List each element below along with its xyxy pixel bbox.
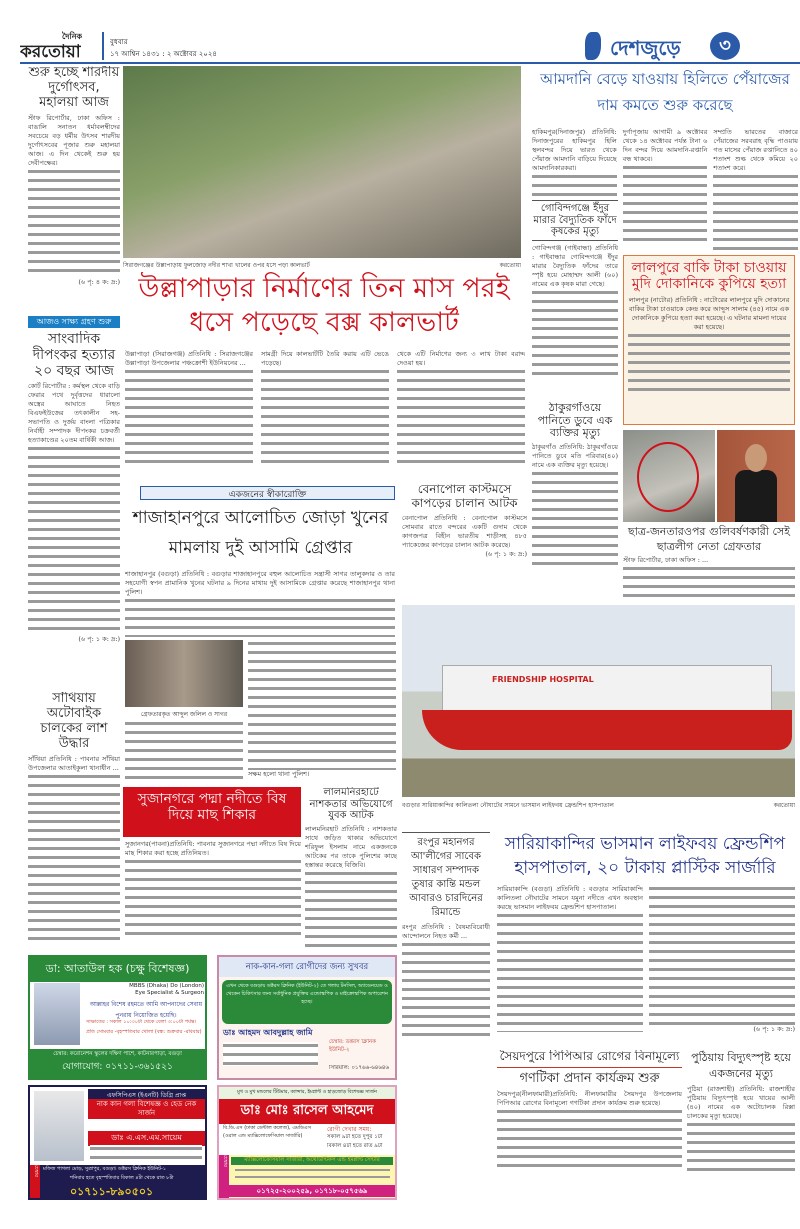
lead-body-col3: থেকে এটি নির্মাণের জন্য ৩ লাখ টাকা বরাদ্দ দেওয়া হয়। [397, 350, 525, 367]
ad-title: ডা: আতাউল হক (চক্ষু বিশেষজ্ঞ) [30, 957, 205, 982]
article-body: রংপুর প্রতিনিধি : বৈষম্যবিরোধী আন্দোলনে নিহত কর্মী ... [402, 923, 490, 940]
ad-label: চেম্বার [219, 1155, 229, 1198]
ad-phone: যোগাযোগ: ০১৭১১-৩৬১৫২১ [62, 1062, 173, 1072]
header-date: ১৭ আশ্বিন ১৪৩১ : ২ অক্টোবর ২০২৪ [110, 50, 217, 58]
article-lalmonirhat [305, 787, 397, 947]
onion-col1: হাকিমপুর(দিনাজপুর) প্রতিনিধি: দিনাজপুরের হাকিমপুর হিলি স্থলবন্দর দিয়ে ভারত থেকে পেঁয়াজ আমদানি বাড়িয়ে দিয়েছে আমদানিকারকরা। [532, 128, 617, 172]
body-text-lines [623, 164, 708, 244]
ad-rasel-ahmed[interactable] [217, 1085, 397, 1200]
ad-center: ম্যাক্সিলোফেসিয়াল সার্জারী, অর্থোডন্টিকস এন্ড ইমপ্লান্ট সেন্টার [231, 1157, 393, 1165]
ad-text-lines [90, 1145, 202, 1163]
body-text-lines [713, 173, 798, 252]
article-body: লালমনিরহাট প্রতিনিধি : নাশকতার সাথে জড়িত থাকার অভিযোগে শরিফুল ইসলাম নামে একজনকে আটকের পর তাকে পুলিশের কাছে হস্তান্তর করেছে বিজিবি। [305, 824, 397, 869]
headline: ঠাকুরগাঁওয়ে পানিতে ডুবে এক ব্যক্তির মৃত্যু [537, 402, 613, 440]
ad-top: মুখ ও মুখ মন্ডলের টিউমার, ক্যান্সার, ইমপ্লান্ট ও হাড়জোড় বিশেষজ্ঞ সার্জন [219, 1087, 395, 1099]
article-gobindaganj [532, 200, 618, 400]
headline-bottom: গণটিকা প্রদান কার্যক্রম শুরু [519, 1070, 660, 1086]
ad-address: মফিজ পাগলা মোড়, সুত্রাপুর, বগুড়া। ডক্টরস ক্লিনিক ইউনিট-১ [43, 1166, 167, 1172]
article-body: পুঠিয়া (রাজশাহী) প্রতিনিধি: রাজশাহীর পুঠিয়ায় বিদ্যুৎস্পৃষ্ট হয়ে খায়ের আলী (৪০) নামের এক অটোচালক রিক্সা চালকের মৃত্যু হয়েছে। [687, 1085, 795, 1120]
ad-sayem[interactable] [28, 1085, 207, 1200]
body-text-lines [623, 565, 795, 601]
header-divider [102, 32, 104, 60]
kicker-label: একজনের স্বীকারোক্তি [140, 486, 395, 500]
jump-ref: (৬ পৃ: ১ ক: দ্র:) [753, 1025, 795, 1033]
chhatra-body [623, 556, 795, 602]
lead-body-col2: সামগ্রী দিয়ে কালভার্টটি তৈরি করায় এটি ভেঙে পড়েছে। [261, 350, 389, 367]
chhatra-headline: ছাত্র-জনতারওপর গুলিবর্ষণকারী সেই ছাত্রলীগ নেতা গ্রেফতার [628, 525, 790, 553]
ad-specialty: Eye Specialist & Surgeon [135, 990, 204, 996]
article-saidpur [497, 1050, 682, 1195]
ad-ataul-haque[interactable] [28, 955, 207, 1080]
article-body: শাজাহানপুর (বগুড়া) প্রতিনিধি : বগুড়ার শাজাহানপুরে বহুল আলোচিত সন্ত্রাসী সাগর তালুকদার ও তার সহযোগী স্বপন প্রামানিক খুনের ঘটনার ৯ দিনের মাথায় দুই আসামিকে গ্রেপ্তার করেছে শাজাহানপুর থানা পুলিশ। [125, 570, 395, 596]
boat-caption [402, 800, 795, 811]
ad-footer [30, 1049, 205, 1078]
ad-doctor: ডাঃ মোঃ রাসেল আহমেদ [219, 1099, 395, 1124]
ad-text-lines [223, 1042, 318, 1066]
headline: লালপুরে বাকি টাকা চাওয়ায় মুদি দোকানিকে কুপিয়ে হত্যা [631, 260, 787, 293]
ad-off-days: প্রতি সোমবার -বৃহস্পতিবার খোলা (বন্ধ: শুক্রবার -রবিবার) [86, 1029, 202, 1035]
article-body: গোবিন্দগঞ্জ (গাইবান্ধা) প্রতিনিধি : গাইবান্ধার গোবিন্দগঞ্জে ইঁদুর মারার বৈদ্যুতিক ফাঁদের তারে স্পৃষ্ট হয়ে মোহাম্মদ আলী (৬০) নামের এক কৃষক মারা গেছে। [532, 243, 618, 288]
article-body: ঠাকুরগাঁও প্রতিনিধি: ঠাকুরগাঁওয়ে পানিতে ডুবে মতি পরিবার(৪০) নামে এক ব্যক্তির মৃত্যু হয়েছে। [532, 442, 618, 469]
masthead [20, 30, 800, 64]
headline: বেনাপোল কাস্টমসে কাপড়ের চালান আটক [411, 483, 518, 510]
body-text-lines [28, 445, 120, 635]
lead-body [125, 350, 525, 480]
shajahanpur-body-lower [125, 720, 243, 780]
ad-phone: ০১৭২৫-২০০২৫৯, ০১৭১৮-০৫৭৫৬৯ [229, 1185, 395, 1197]
ad-degree: এফসিপিএস (ইএনটি) ডিগ্রি প্রাপ্ত [88, 1089, 205, 1102]
article-santhia [28, 692, 120, 947]
onion-col2: দুর্গাপূজায় আগামী ৯ অক্টোবর থেকে ১৪ অক্টোবর পর্যন্ত টানা ৬ দিন বন্দর দিয়ে আমদানি-রপ্তানি বন্ধ থাকবে। [622, 128, 708, 163]
article-body: সুজানগর(পাবনা)প্রতিনিধি: পাবনার সুজানগরে পদ্মা নদীতে বিষ দিয়ে মাছ শিকার করা হচ্ছে প্রতিনিয়ত। [125, 840, 301, 857]
article-body: কোর্ট রিপোর্টার : কর্মস্থল থেকে বাড়ি ফেরার পথে দুর্বৃত্তদের ধারালো অস্ত্রের আঘাতে নিহত বিএফইউজের তৎকালীন সহ-সভাপতি ও দুর্জয় বাংলা পত্রিকার নির্বাহী সম্পাদক দীপংকর চক্রবর্তী হত্যাকাণ্ডের ২০তম বার্ষিকী আজ। [28, 382, 120, 445]
headline: লালমনিরহাটে নাশকতার অভিযোগে যুবক আটক [309, 787, 393, 821]
onion-col3: সম্প্রতি ভারতের বাজারে পেঁয়াজের সরবরাহ বৃদ্ধি পাওয়ায় গত মাসের পেঁয়াজ রপ্তানিতে ৪০ শতাংশ শুল্ক থেকে কমিয়ে ২০ শতাংশ করে। [713, 128, 798, 172]
body-text-lines [532, 470, 618, 570]
accused-portrait [717, 430, 795, 522]
photo-credit: করতোয়া [499, 262, 521, 269]
body-text-lines [125, 597, 395, 637]
suspect-cctv-photo [623, 430, 715, 522]
headline: গোবিন্দগঞ্জে ইঁদুর মারার বৈদ্যুতিক ফাঁদে কৃষকের মৃত্যু [532, 200, 618, 241]
jump-ref: (৬ পৃ: ১ ক: দ্র:) [485, 549, 527, 558]
headline: শুরু হচ্ছে শারদীয় দুর্গোৎসব, মহালয়া আজ [28, 66, 120, 110]
article-dipankar [28, 331, 120, 689]
ad-degree: বি.ডি.এস (ঢাকা ডেন্টাল কলেজ), এমডিএস (ওরাল এন্ড ম্যাক্সিলোফেসিয়াল সার্জারি) [223, 1125, 312, 1139]
headline-top: সৈয়দপুরে পিপিআর রোগের বিনামূল্যে [497, 1050, 682, 1068]
article-thakurgaon [532, 402, 618, 602]
onion-headline: আমদানি বেড়ে যাওয়ায় হিলিতে পেঁয়াজের দাম কমতে শুরু করেছে [540, 70, 790, 114]
body-text-lines [261, 368, 389, 468]
article-lalpur [623, 255, 795, 425]
article-body: সারিয়াকান্দি (বগুড়া) প্রতিনিধি : বগুড়ার সারিয়াকান্দি কালিতলা নৌঘাটের সামনে যমুনা নদীতে এখন অবস্থান করছে ভাসমান লাইফবয় ফ্রেন্ডশিপ হাসপাতাল। [497, 885, 643, 911]
ad-phone: সিরিয়াল: ০১৭৬৬-৬৪৬৪৬ [329, 1065, 390, 1071]
photo-caption [123, 260, 521, 271]
doctor-photo [34, 1091, 84, 1161]
body-text-lines [125, 368, 253, 468]
ad-message: এখন থেকে বগুড়ায় ডক্টরস ক্লিনিক (ইউনিট-২) তে গলায় টনসিল, অ্যাডেনয়েড ও থেকেন চিকিৎসার জন্য সর্বাধুনিক প্রযুক্তির এন্ডোস্কপিক ও মাইক্রোস্কপিক অপারেশন হচ্ছে। [222, 980, 392, 1024]
body-text-lines [402, 941, 490, 1042]
photo-credit: করতোয়া [773, 802, 795, 809]
body-text-lines [649, 885, 795, 1025]
shajahanpur-body-cont [248, 640, 396, 780]
arrested-caption: গ্রেফতারকৃত আব্দুল জলিল ও সাগর [140, 711, 228, 718]
ad-degree: MBBS (Dhaka) Do (London) [129, 983, 204, 989]
sariakandi-headline: সারিয়াকান্দির ভাসমান লাইফবয় ফ্রেন্ডশিপ হাসপাতাল, ২০ টাকায় প্লাস্টিক সার্জারি [504, 834, 786, 878]
sujanagar-body [125, 840, 301, 947]
ad-label: চেম্বার [30, 1165, 40, 1198]
article-rangpur [402, 832, 490, 1042]
headline: রংপুর মহানগর আ'লীগের সাবেক সাধারণ সম্পাদক তুষার কান্তি মন্ডল আবারও চারদিনের রিমান্ডে [409, 837, 483, 918]
ad-time-title: রোগী দেখার সময়: [327, 1126, 372, 1133]
kicker-bar: আজও সাক্ষ্য গ্রহণ শুরু [28, 316, 120, 328]
body-text-lines [497, 1108, 682, 1168]
article-body: লালপুর (নাটোর) প্রতিনিধি : নাটোরের লালপুরে মুদি দোকানের বাকির টাকা চাওয়াকে কেন্দ্র করে আব্দুস সালাম (৪৫) নামে এক দোকানিকে কুপিয়ে হত্যা করা হয়েছে। এ ঘটনার মামলা দায়ের করা হয়েছে। [628, 296, 790, 332]
article-ending: সক্ষম হলো থানা পুলিশ। [248, 770, 310, 778]
doctor-photo [34, 983, 80, 1045]
body-text-lines [248, 640, 396, 770]
ad-specialty: নাক কান গলা বিশেষজ্ঞ ও হেড নেক সার্জন [88, 1099, 205, 1119]
body-text-lines [28, 773, 120, 943]
lead-body-col1: উল্লাপাড়া (সিরাজগঞ্জ) প্রতিনিধি : সিরাজগঞ্জের উল্লাপাড়া উপজেলার পঞ্চক্রোশী ইউনিয়নের ... [125, 350, 253, 367]
caption-text: বগুড়ার সারিয়াকান্দির কালিতলা নৌঘাটের সামনে ভাসমান লাইফবয় ফ্রেন্ডশিপ হাসপাতাল [402, 802, 614, 809]
ad-phone: ০১৭১১-৮৯০৫০১ [70, 1185, 154, 1198]
ad-chamber: চেম্বার: করোনেশন স্কুলের দক্ষিণ পাশে, কাটনারপাড়া, বগুড়া [53, 1051, 182, 1057]
article-benapole [402, 483, 527, 603]
boat-sign: FRIENDSHIP HOSPITAL [492, 675, 594, 684]
headline: সাংবাদিক দীপংকর হত্যার ২০ বছর আজ [32, 331, 116, 380]
body-text-lines [125, 858, 301, 938]
ad-chamber: চেম্বার: ডক্টরস ক্লিনিক ইউনিট-২ [329, 1039, 377, 1053]
article-body: সাঁথিয়া প্রতিনিধি : পাবনার সাঁথিয়া উপজেলার আতাইকুলা থানাধীন ... [28, 754, 120, 772]
sariakandi-body [497, 885, 795, 1040]
ad-text-lines [235, 1167, 390, 1183]
lead-headline: উল্লাপাড়ার নির্মাণের তিন মাস পরই ধসে পড়েছে বক্স কালভার্ট [138, 273, 510, 338]
caption-text: সিরাজগঞ্জের উল্লাপাড়ায় ফুলজোড় নদীর শাখা খালের ওপর ধসে পড়া কালভার্ট [123, 262, 310, 269]
ad-time: শনিবার হতে বৃহস্পতিবার বিকাল ৪টা থেকে রাত ৮টা [70, 1175, 174, 1181]
shajahanpur-headline: শাজাহানপুরে আলোচিত জোড়া খুনের মামলায় দুই আসামি গ্রেপ্তার [132, 508, 389, 558]
page-number: ৩ [710, 32, 740, 60]
ad-title: নাক-কান-গলা রোগীদের জন্য সুখবর [219, 957, 395, 977]
ad-message: আল্লাহর বিশেষ রহমতে আমি আপনাদের সেবায় পুনরায় নিয়োজিত হয়েছি। [89, 1001, 203, 1019]
article-durga-puja [28, 66, 120, 312]
body-text-lines [28, 168, 120, 278]
body-text-lines [687, 1121, 795, 1171]
arrested-photo [125, 640, 243, 707]
paper-logo: করতোয়া [20, 42, 81, 62]
bangladesh-map-icon [585, 32, 601, 60]
body-text-lines [305, 870, 397, 948]
hospital-boat-photo [402, 605, 795, 797]
ad-doctor: ডাঃ এ.এস.এম.সায়েম [88, 1131, 205, 1146]
jump-ref: (৬ পৃ: ১ ক: দ্র:) [78, 635, 120, 644]
ad-ent-news[interactable] [217, 955, 397, 1080]
body-text-lines [397, 368, 525, 468]
header-day: বুধবার [110, 38, 128, 46]
culvert-photo [123, 66, 521, 258]
section-title: দেশজুড়ে [610, 36, 681, 60]
ad-time: সাক্ষাতের : সকাল ১০:৩০টা থেকে বেলা ৩:০০টা পর্যন্ত। [86, 1019, 197, 1025]
shajahanpur-body [125, 570, 395, 638]
article-body: স্টাফ রিপোর্টার, ঢাকা অফিস : বাঙালি সনাতন ধর্মাবলম্বীদের সবচেয়ে বড় ধর্মীয় উৎসব শারদীয় দুর্গোৎসবের পূজার শুরু মহালয়া আজ। এ দিন থেকেই শুরু হয় দেবীপক্ষের। [28, 113, 120, 167]
body-text-lines [532, 289, 618, 379]
body-text-lines [497, 912, 643, 1032]
article-body: স্টাফ রিপোর্টার, ঢাকা অফিস : ... [623, 556, 709, 564]
article-puthia [687, 1050, 795, 1195]
ad-footer [30, 1165, 205, 1198]
paper-small: দৈনিক [62, 32, 83, 41]
article-body: সৈয়দপুর(নীলফামারী)প্রতিনিধি: নীলফামারীর সৈয়দপুর উপজেলায় পিপিআর রোগের বিনামূল্যে গণটিকা প্রদান কার্যক্রম শুরু হয়েছে। [497, 1089, 682, 1107]
ad-doctor: ডাঃ আহমদ আবদুল্লাহ জামি [223, 1028, 313, 1037]
article-body: বেনাপোল প্রতিনিধি : বেনাপোল কাস্টমসে সোমবার রাতে বন্দরের একটি গুদাম থেকে কাগজপত্র বিহীন ভারতীয় শাড়ীসহ ৪৮৫ প্যাকেজের কাপড়ের চালান আটক করেছে। [402, 513, 527, 549]
jump-ref: (৬ পৃ: ৪ ক: দ্র:) [78, 277, 120, 286]
ad-footer [219, 1155, 395, 1198]
headline: সাঁথিয়ায় অটোবাইক চালকের লাশ উদ্ধার [40, 692, 108, 751]
sujanagar-headline: সুজানগরে পদ্মা নদীতে বিষ দিয়ে মাছ শিকার [123, 787, 301, 837]
body-text-lines [532, 173, 617, 203]
ad-time-1: সকাল ৯টা হতে দুপুর ১টা [327, 1134, 383, 1140]
headline: পুঠিয়ায় বিদ্যুৎস্পৃষ্ট হয়ে একজনের মৃত্যু [691, 1051, 791, 1080]
ad-time-2: বিকাল ৪টা হতে রাত ৯টা [327, 1143, 383, 1149]
body-text-lines [628, 332, 790, 392]
